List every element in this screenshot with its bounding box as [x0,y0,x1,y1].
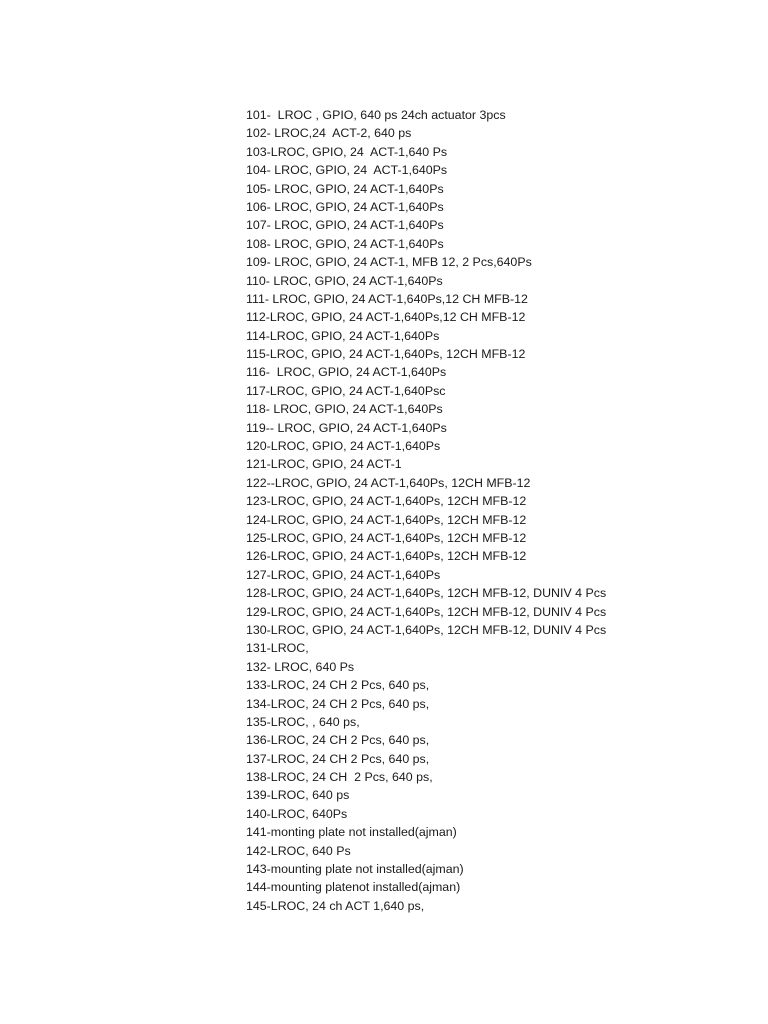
document-line: 117-LROC, GPIO, 24 ACT-1,640Psc [246,383,446,398]
document-line: 123-LROC, GPIO, 24 ACT-1,640Ps, 12CH MFB-12 [246,494,527,509]
document-line: 114-LROC, GPIO, 24 ACT-1,640Ps [246,328,440,343]
document-line: 130-LROC, GPIO, 24 ACT-1,640Ps, 12CH MFB-12, DUNIV 4 Pcs [246,622,607,637]
document-line: 106- LROC, GPIO, 24 ACT-1,640Ps [246,199,444,214]
document-line: 138-LROC, 24 CH 2 Pcs, 640 ps, [246,770,433,785]
document-line: 125-LROC, GPIO, 24 ACT-1,640Ps, 12CH MFB-12 [246,530,527,545]
document-line: 131-LROC, [246,641,309,656]
document-line: 111- LROC, GPIO, 24 ACT-1,640Ps,12 CH MFB-12 [246,291,528,306]
document-line: 126-LROC, GPIO, 24 ACT-1,640Ps, 12CH MFB-12 [246,549,527,564]
document-line: 144-mounting platenot installed(ajman) [246,880,461,895]
document-line: 116- LROC, GPIO, 24 ACT-1,640Ps [246,365,447,380]
document-line: 142-LROC, 640 Ps [246,843,351,858]
document-line: 108- LROC, GPIO, 24 ACT-1,640Ps [246,236,444,251]
document-line: 136-LROC, 24 CH 2 Pcs, 640 ps, [246,733,430,748]
document-line: 105- LROC, GPIO, 24 ACT-1,640Ps [246,181,444,196]
document-line: 128-LROC, GPIO, 24 ACT-1,640Ps, 12CH MFB-12, DUNIV 4 Pcs [246,586,607,601]
document-line: 127-LROC, GPIO, 24 ACT-1,640Ps [246,567,441,582]
document-line: 124-LROC, GPIO, 24 ACT-1,640Ps, 12CH MFB-12 [246,512,527,527]
document-line: 140-LROC, 640Ps [246,806,348,821]
document-line: 107- LROC, GPIO, 24 ACT-1,640Ps [246,218,444,233]
document-line: 143-mounting plate not installed(ajman) [246,862,464,877]
document-line: 121-LROC, GPIO, 24 ACT-1 [246,457,402,472]
document-line: 141-monting plate not installed(ajman) [246,825,457,840]
document-line: 115-LROC, GPIO, 24 ACT-1,640Ps, 12CH MFB-12 [246,347,526,362]
document-line: 133-LROC, 24 CH 2 Pcs, 640 ps, [246,678,430,693]
document-line: 135-LROC, , 640 ps, [246,714,360,729]
document-line: 122--LROC, GPIO, 24 ACT-1,640Ps, 12CH MFB-12 [246,475,531,490]
document-line: 101- LROC , GPIO, 640 ps 24ch actuator 3pcs [246,108,506,122]
document-line: 134-LROC, 24 CH 2 Pcs, 640 ps, [246,696,430,711]
document-line: 120-LROC, GPIO, 24 ACT-1,640Ps [246,439,441,454]
document-line: 110- LROC, GPIO, 24 ACT-1,640Ps [246,273,443,288]
document-line: 119-- LROC, GPIO, 24 ACT-1,640Ps [246,420,447,435]
line-list [246,106,606,915]
document-line: 137-LROC, 24 CH 2 Pcs, 640 ps, [246,751,430,766]
document-line: 129-LROC, GPIO, 24 ACT-1,640Ps, 12CH MFB-12, DUNIV 4 Pcs [246,604,607,619]
document-line: 132- LROC, 640 Ps [246,659,355,674]
document-line: 112-LROC, GPIO, 24 ACT-1,640Ps,12 CH MFB-12 [246,310,526,325]
document-line: 102- LROC,24 ACT-2, 640 ps [246,126,412,141]
document-line: 118- LROC, GPIO, 24 ACT-1,640Ps [246,402,443,417]
document-line: 139-LROC, 640 ps [246,788,350,803]
document-line: 145-LROC, 24 ch ACT 1,640 ps, [246,898,425,913]
document-line: 103-LROC, GPIO, 24 ACT-1,640 Ps [246,144,448,159]
document-line: 109- LROC, GPIO, 24 ACT-1, MFB 12, 2 Pcs,640Ps [246,255,532,270]
document-line: 104- LROC, GPIO, 24 ACT-1,640Ps [246,163,448,178]
